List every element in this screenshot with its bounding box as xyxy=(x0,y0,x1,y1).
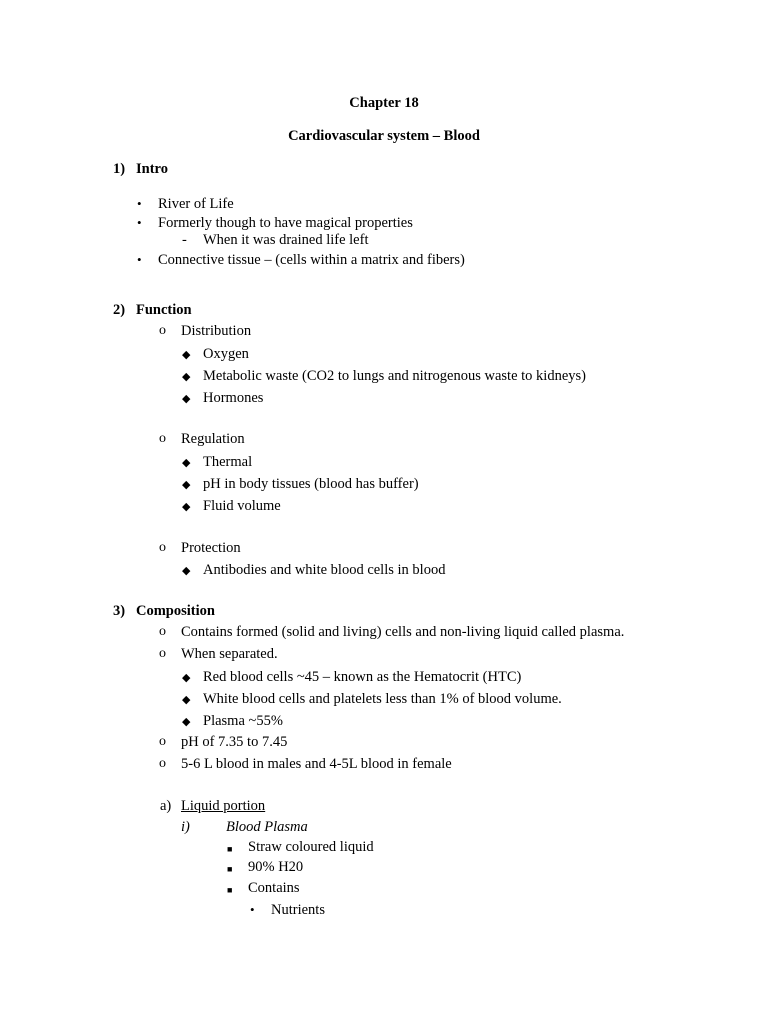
list-item: pH of 7.35 to 7.45 xyxy=(181,734,288,750)
square-bullet-icon: ■ xyxy=(227,885,233,895)
list-item: Oxygen xyxy=(203,346,249,362)
subsection-numeral: i) xyxy=(181,819,190,835)
bullet-icon: • xyxy=(250,902,255,917)
list-item: When it was drained life left xyxy=(203,232,369,248)
chapter-title: Chapter 18 xyxy=(349,95,419,111)
list-item: Distribution xyxy=(181,323,252,339)
circle-bullet-icon: o xyxy=(159,646,166,661)
list-item: Red blood cells ~45 – known as the Hematocrit (HTC) xyxy=(203,669,522,685)
list-item: Regulation xyxy=(181,431,245,447)
diamond-bullet-icon: ◆ xyxy=(182,716,191,728)
circle-bullet-icon: o xyxy=(159,540,166,555)
list-item: pH in body tissues (blood has buffer) xyxy=(203,476,419,492)
list-item: Thermal xyxy=(203,454,253,470)
list-item: White blood cells and platelets less than 1% of blood volume. xyxy=(203,691,562,707)
list-item: Metabolic waste (CO2 to lungs and nitrogenous waste to kidneys) xyxy=(203,368,586,384)
list-item: Contains xyxy=(248,880,300,896)
dash-icon: - xyxy=(182,232,187,248)
list-item: Straw coloured liquid xyxy=(248,839,374,855)
section-number-intro: 1) xyxy=(113,161,126,177)
diamond-bullet-icon: ◆ xyxy=(182,393,191,405)
diamond-bullet-icon: ◆ xyxy=(182,501,191,513)
section-number-composition: 3) xyxy=(113,603,126,619)
section-heading-composition: Composition xyxy=(136,603,215,619)
list-item: Fluid volume xyxy=(203,498,281,514)
section-heading-function: Function xyxy=(136,302,192,318)
subsection-letter: a) xyxy=(160,798,172,814)
list-item: Hormones xyxy=(203,390,264,406)
diamond-bullet-icon: ◆ xyxy=(182,565,191,577)
list-item: Protection xyxy=(181,540,241,556)
subsection-heading-liquid-portion: Liquid portion xyxy=(181,798,266,814)
circle-bullet-icon: o xyxy=(159,756,166,771)
section-number-function: 2) xyxy=(113,302,126,318)
list-item: Antibodies and white blood cells in blood xyxy=(203,562,446,578)
circle-bullet-icon: o xyxy=(159,431,166,446)
list-item: Contains formed (solid and living) cells and non-living liquid called plasma. xyxy=(181,624,625,640)
subsection-heading-blood-plasma: Blood Plasma xyxy=(226,819,308,835)
bullet-icon: • xyxy=(137,215,142,230)
square-bullet-icon: ■ xyxy=(227,844,233,854)
circle-bullet-icon: o xyxy=(159,624,166,639)
list-item: 5-6 L blood in males and 4-5L blood in female xyxy=(181,756,452,772)
list-item: Plasma ~55% xyxy=(203,713,283,729)
list-item: Nutrients xyxy=(271,902,325,918)
diamond-bullet-icon: ◆ xyxy=(182,457,191,469)
diamond-bullet-icon: ◆ xyxy=(182,694,191,706)
diamond-bullet-icon: ◆ xyxy=(182,349,191,361)
document-subtitle: Cardiovascular system – Blood xyxy=(288,128,480,144)
circle-bullet-icon: o xyxy=(159,734,166,749)
bullet-icon: • xyxy=(137,196,142,211)
list-item: Formerly though to have magical properties xyxy=(158,215,413,231)
diamond-bullet-icon: ◆ xyxy=(182,672,191,684)
diamond-bullet-icon: ◆ xyxy=(182,479,191,491)
diamond-bullet-icon: ◆ xyxy=(182,371,191,383)
list-item: River of Life xyxy=(158,196,234,212)
list-item: 90% H20 xyxy=(248,859,304,875)
section-heading-intro: Intro xyxy=(136,161,168,177)
circle-bullet-icon: o xyxy=(159,323,166,338)
square-bullet-icon: ■ xyxy=(227,864,233,874)
list-item: When separated. xyxy=(181,646,278,662)
list-item: Connective tissue – (cells within a matrix and fibers) xyxy=(158,252,465,268)
bullet-icon: • xyxy=(137,252,142,267)
